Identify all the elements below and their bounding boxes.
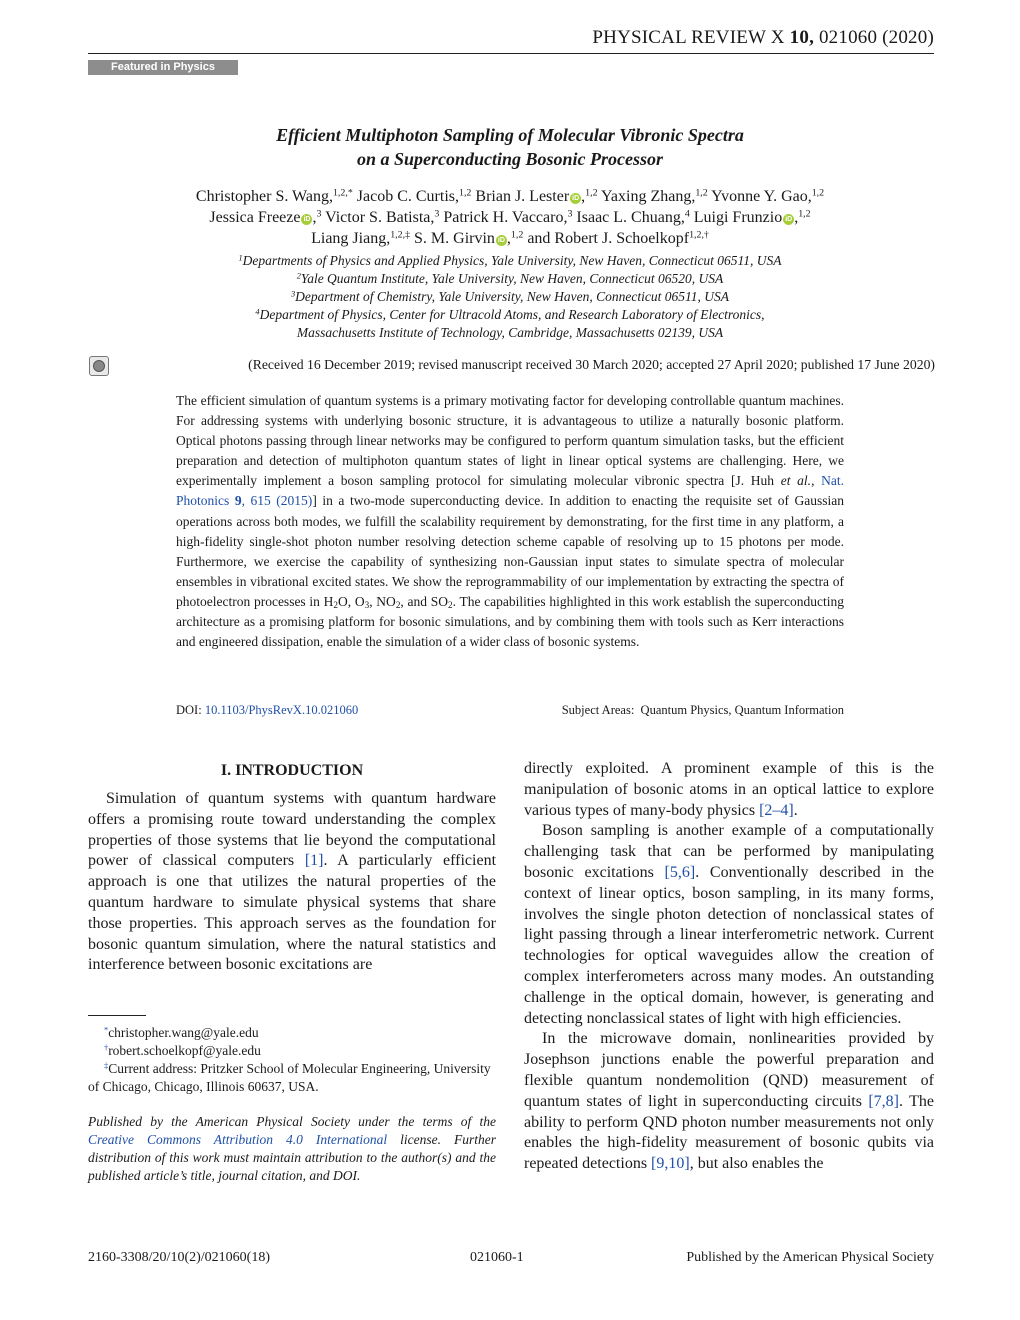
email[interactable]: robert.schoelkopf@yale.edu: [108, 1043, 261, 1058]
orcid-icon[interactable]: iD: [785, 216, 793, 223]
author[interactable]: Luigi Frunzio iD ,$^{1,2}$: [693, 208, 811, 226]
author[interactable]: Yaxing Zhang,$^{1,2}$: [600, 187, 708, 205]
abstract: The efficient simulation of quantum systems is a primary motivating factor for developing controllable quantum machines. For addressing systems with underlying bosonic structure, it is advantageous to utilize a naturally bosonic platform. Optical photons passing through linear networks may be configured to perform quantum simulation tasks, but the efficient preparation and detection of multiphoton quantum states of light in linear optical systems are challenging. Here, we experimentally implement a boson sampling protocol for simulating molecular vibronic spectra [J. Huh et al., Nat. Photonics 9, 615 (2015)] in a two-mode superconducting device. In addition to enacting the requisite set of Gaussian operations across both modes, we fulfill the scalability requirement by demonstrating, for the first time in any platform, a high-fidelity single-shot photon number resolving detection scheme capable of resolving up to 15 photons per mode. Furthermore, we exercise the capability of synthesizing non-Gaussian input states to simulate spectra of molecular ensembles in vibrational excited states. We show the reprogrammability of our implementation by extracting the spectra of photoelectron processes in $H_2O$, $O_3$, $NO_2$, and $SO_2$. The capabilities highlighted in this work establish the superconducting architecture as a promising platform for bosonic simulations, and by combining them with tools such as Kerr interactions and engineered dissipation, enable the simulation of a wider class of bosonic systems.: [176, 393, 845, 650]
citation-link[interactable]: [2–4]: [759, 801, 794, 819]
title-line-1: Efficient Multiphoton Sampling of Molecular Vibronic Spectra: [276, 125, 744, 145]
journal-header: [88, 27, 934, 49]
footer-publisher: Published by the American Physical Society: [686, 1250, 934, 1265]
citation-link[interactable]: [5,6]: [664, 863, 696, 881]
crossmark-icon[interactable]: [89, 356, 109, 376]
doi-line: [176, 703, 844, 718]
journal-name: PHYSICAL REVIEW X: [592, 27, 785, 48]
affiliation: Massachusetts Institute of Technology, Cambridge, Massachusetts 02139, USA: [296, 325, 724, 340]
license-link[interactable]: Creative Commons Attribution 4.0 International: [88, 1132, 388, 1147]
orcid-icon[interactable]: iD: [497, 237, 505, 244]
citation-link[interactable]: Nat. Photonics 9, 615 (2015): [176, 473, 845, 509]
paragraph: Boson sampling is another example of a computationally challenging task that can be performed by manipulating bosonic excitations [5,6]. Conventionally described in the context of linear optics, boson sampling, in its many forms, involves the single photon detection of nonclassical states of light passing through a linear interferometric network. Current technologies for optical waveguides allow the creation of complex interferometers across many modes. An outstanding challenge in the optical domain, however, is generating and detecting nonclassical states of light with high efficiencies.: [524, 822, 935, 1027]
footnote: †robert.schoelkopf@yale.edu: [104, 1043, 261, 1058]
citation-link[interactable]: [9,10]: [651, 1155, 690, 1173]
footnotes: [88, 1024, 496, 1096]
doi-label: DOI:: [176, 703, 202, 717]
orcid-icon[interactable]: iD: [303, 216, 311, 223]
intro-paragraph: Simulation of quantum systems with quantum hardware offers a promising route toward understanding the complex properties of those systems that lie beyond the computational power of classical computers [1]. A particularly efficient approach is one that utilizes the natural properties of the quantum hardware to simulate physical systems that share those properties. This approach serves as the foundation for bosonic quantum simulation, where the natural statistics and interference between bosonic excitations are: [88, 790, 497, 974]
license-statement: Published by the American Physical Society under the terms of the Creative Commons Attribution 4.0 International license. Further distribution of this work must maintain attribution to the author(s) and the published article’s title, journal citation, and DOI.: [88, 1114, 497, 1183]
affiliation: $^2$Yale Quantum Institute, Yale University, New Haven, Connecticut 06520, USA: [296, 271, 724, 286]
paragraph: directly exploited. A prominent example of this is the manipulation of bosonic atoms in an optical lattice to explore various types of many-body physics [2–4].: [524, 760, 934, 819]
author[interactable]: Christopher S. Wang,$^{1,2,*}$: [195, 187, 353, 205]
intro-right-column: [524, 759, 934, 1175]
footnote: ‡Current address: Pritzker School of Molecular Engineering, University of Chicago, Chicago, Illinois 60637, USA.: [88, 1061, 491, 1094]
author-line-2: [120, 207, 900, 228]
citation-link[interactable]: [1]: [304, 852, 324, 870]
author[interactable]: S. M. Girvin iD ,$^{1,2}$: [414, 229, 524, 247]
author[interactable]: Patrick H. Vaccaro,$^3$: [443, 208, 573, 226]
author[interactable]: Jessica Freeze iD ,$^3$: [209, 208, 322, 226]
affiliation: $^3$Department of Chemistry, Yale University, New Haven, Connecticut 06511, USA: [290, 289, 729, 304]
title-line-2: on a Superconducting Bosonic Processor: [356, 149, 664, 169]
subject-areas: Subject Areas: Quantum Physics, Quantum Information: [561, 703, 844, 717]
email[interactable]: christopher.wang@yale.edu: [108, 1025, 259, 1040]
featured-tag[interactable]: Featured in Physics: [88, 60, 238, 75]
article-title: [130, 123, 890, 171]
author[interactable]: Victor S. Batista,$^3$: [325, 208, 440, 226]
journal-volume: 10,: [789, 27, 815, 48]
header-rule: [88, 53, 934, 54]
citation-link[interactable]: [7,8]: [868, 1092, 899, 1110]
affiliation-list: [120, 252, 900, 342]
article-number: 021060 (2020): [818, 27, 934, 48]
author[interactable]: Liang Jiang,$^{1,2,\ddagger}$: [311, 229, 411, 247]
affiliation: $^1$Departments of Physics and Applied Physics, Yale University, New Haven, Connecticut 06511, USA: [238, 253, 782, 268]
section-heading: I. INTRODUCTION: [220, 762, 364, 779]
publication-dates: (Received 16 December 2019; revised manuscript received 30 March 2020; accepted 27 April 2020; published 17 June 2020): [248, 357, 935, 372]
author[interactable]: Jacob C. Curtis,$^{1,2}$: [356, 187, 472, 205]
footer-page-number: 021060-1: [470, 1250, 524, 1265]
orcid-icon[interactable]: iD: [572, 195, 580, 202]
author[interactable]: Yvonne Y. Gao,$^{1,2}$: [711, 187, 825, 205]
doi-link[interactable]: 10.1103/PhysRevX.10.021060: [204, 703, 359, 717]
footnote-rule: [88, 1015, 146, 1016]
author[interactable]: Isaac L. Chuang,$^4$: [576, 208, 690, 226]
author[interactable]: and Robert J. Schoelkopf$^{1,2,\dagger}$: [527, 229, 709, 247]
author[interactable]: Brian J. Lester iD ,$^{1,2}$: [475, 187, 598, 205]
author-list: [120, 186, 900, 249]
affiliation: $^4$Department of Physics, Center for Ultracold Atoms, and Research Laboratory of Electronics,: [255, 307, 765, 322]
footnote: *christopher.wang@yale.edu: [104, 1025, 259, 1040]
paragraph: In the microwave domain, nonlinearities provided by Josephson junctions enable the powerful preparation and flexible quantum nondemolition (QND) measurement of quantum states of light in superconducting circuits [7,8]. The ability to perform QND photon number measurements not only enables the high-fidelity measurement of bosonic qubits via repeated detections [9,10], but also enables the: [524, 1030, 934, 1173]
author-line-3: [120, 228, 900, 249]
footer-issn: 2160-3308/20/10(2)/021060(18): [88, 1250, 270, 1265]
author-line-1: [120, 186, 900, 207]
